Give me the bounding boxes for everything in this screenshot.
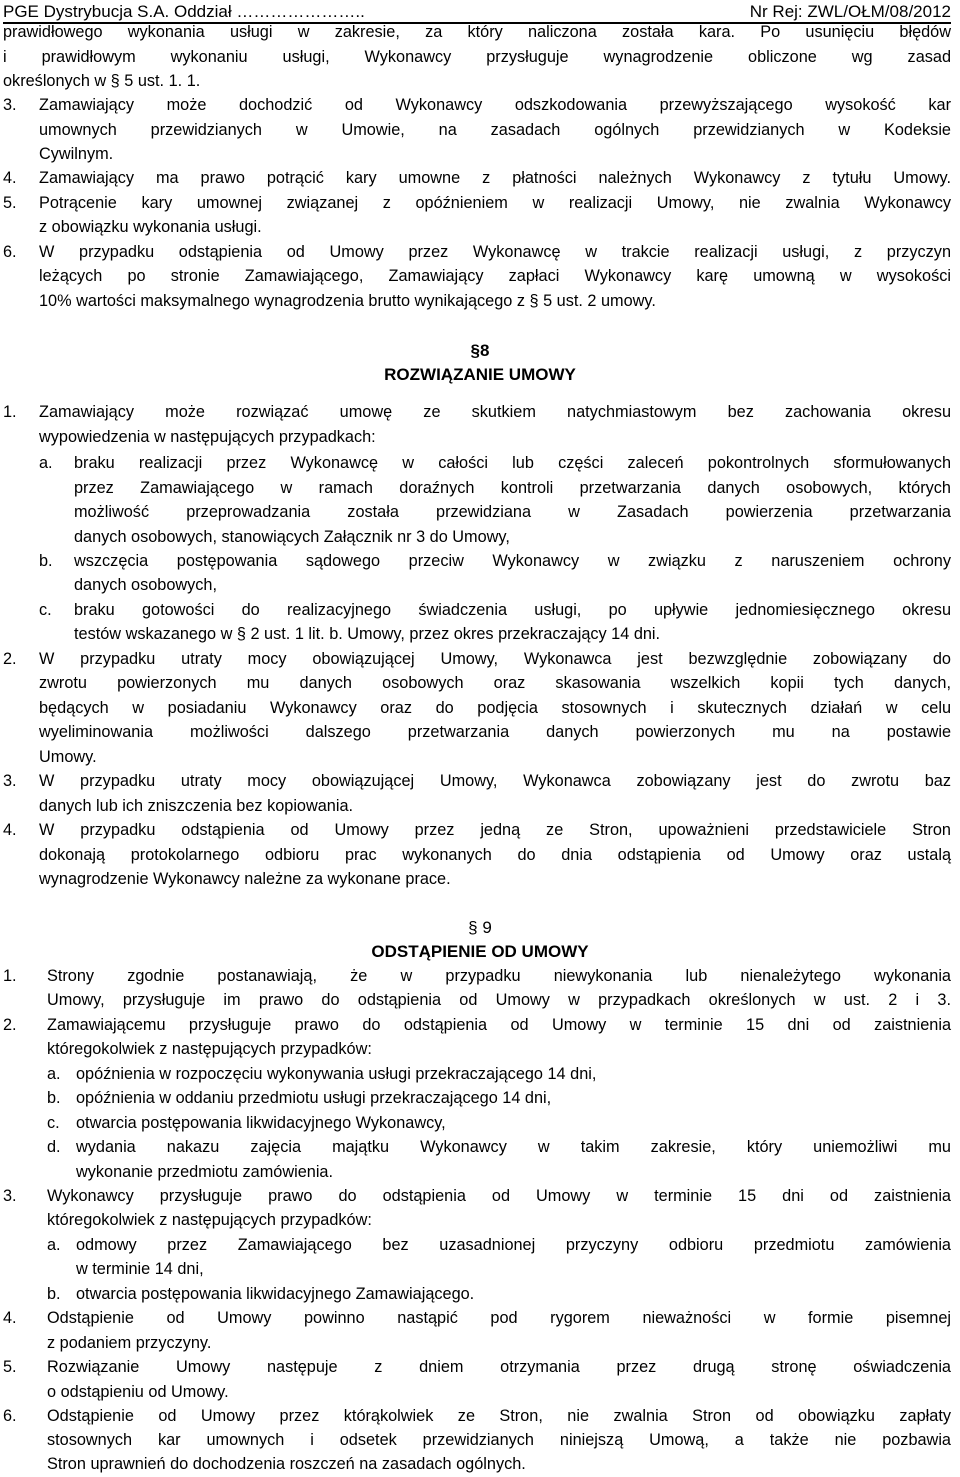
- list-number: 4.: [3, 821, 17, 839]
- list-number: 6.: [3, 1407, 17, 1425]
- text-line: wydania nakazu zajęcia majątku Wykonawcy w takim zakresie, który uniemożliwi mu: [76, 1138, 951, 1156]
- list-number: 2.: [3, 650, 17, 668]
- text-line: z podaniem przyczyny.: [47, 1334, 212, 1352]
- text-line: braku realizacji przez Wykonawcę w całości lub części zaleceń pokontrolnych sformułowanych: [74, 454, 951, 472]
- text-line: z obowiązku wykonania usługi.: [39, 218, 262, 236]
- section-number: §8: [470, 341, 490, 360]
- list-letter: c.: [39, 601, 52, 619]
- text-line: Wykonawcy przysługuje prawo do odstąpienia od Umowy w terminie 15 dni od zaistnienia: [47, 1187, 951, 1205]
- list-letter: c.: [47, 1114, 60, 1132]
- text-line: i prawidłowym wykonaniu usługi, Wykonawcy przysługuje wynagrodzenie obliczone wg zasad: [3, 48, 951, 66]
- list-number: 3.: [3, 96, 17, 114]
- section-symbol: §: [468, 918, 478, 937]
- text-line: wypowiedzenia w następujących przypadkach:: [39, 428, 376, 446]
- text-line: Cywilnym.: [39, 145, 114, 163]
- text-line: umownych przewidzianych w Umowie, na zasadach ogólnych przewidzianych w Kodeksie: [39, 121, 951, 139]
- list-letter: b.: [47, 1089, 61, 1107]
- text-line: możliwość przeprowadzania została przewidziana w Zasadach powierzenia przetwarzania: [74, 503, 951, 521]
- text-line: opóźnienia w rozpoczęciu wykonywania usługi przekraczającego 14 dni,: [76, 1065, 597, 1083]
- section-number: § 9: [468, 918, 492, 937]
- text-line: wyeliminowania możliwości dalszego przetwarzania danych powierzonych mu na postawie: [39, 723, 951, 741]
- text-line: Rozwiązanie Umowy następuje z dniem otrzymania przez drugą stronę oświadczenia: [47, 1358, 951, 1376]
- list-number: 1.: [3, 967, 17, 985]
- text-line: któregokolwiek z następujących przypadków:: [47, 1211, 372, 1229]
- text-line: Odstąpienie od Umowy powinno nastąpić pod rygorem nieważności w formie pisemnej: [47, 1309, 951, 1327]
- text-line: leżących po stronie Zamawiającego, Zamawiający zapłaci Wykonawcy karę umowną w wysokości: [39, 267, 951, 285]
- text-line: danych osobowych,: [74, 576, 218, 594]
- text-line: będących w posiadaniu Wykonawcy oraz do podjęcia stosownych i skutecznych działań w celu: [39, 699, 951, 717]
- text-line: Stron uprawnień do dochodzenia roszczeń na zasadach ogólnych.: [47, 1455, 526, 1473]
- list-number: 5.: [3, 1358, 17, 1376]
- text-line: prawidłowego wykonania usługi w zakresie, za który naliczona została kara. Po usunięciu błędów: [3, 23, 951, 41]
- text-line: przez Zamawiającego w ramach doraźnych kontroli przetwarzania danych osobowych, których: [74, 479, 951, 497]
- text-line: Zamawiającemu przysługuje prawo do odstąpienia od Umowy w terminie 15 dni od zaistnienia: [47, 1016, 951, 1034]
- text-line: Zamawiający może dochodzić od Wykonawcy odszkodowania przewyższającego wysokość kar: [39, 96, 951, 114]
- list-letter: d.: [47, 1138, 61, 1156]
- list-number: 5.: [3, 194, 17, 212]
- text-line: określonych w § 5 ust. 1. 1.: [3, 72, 201, 90]
- section-title: ROZWIĄZANIE UMOWY: [384, 365, 576, 384]
- list-number: 6.: [3, 243, 17, 261]
- text-line: wszczęcia postępowania sądowego przeciw Wykonawcy w związku z naruszeniem ochrony: [74, 552, 951, 570]
- text-line: otwarcia postępowania likwidacyjnego Wykonawcy,: [76, 1114, 446, 1132]
- text-line: Zamawiający może rozwiązać umowę ze skutkiem natychmiastowym bez zachowania okresu: [39, 403, 951, 421]
- list-letter: a.: [39, 454, 53, 472]
- text-line: W przypadku odstąpienia od Umowy przez jedną ze Stron, upoważnieni przedstawiciele Stron: [39, 821, 951, 839]
- list-number: 3.: [3, 1187, 17, 1205]
- list-letter: a.: [47, 1236, 61, 1254]
- text-line: Umowy.: [39, 748, 97, 766]
- list-number: 4.: [3, 169, 17, 187]
- text-line: w terminie 14 dni,: [76, 1260, 204, 1278]
- text-line: stosownych kar umownych i odsetek przewidzianych niniejszą Umową, a także nie pozbawia: [47, 1431, 951, 1449]
- text-line: Strony zgodnie postanawiają, że w przypadku niewykonania lub nienależytego wykonania: [47, 967, 951, 985]
- text-line: W przypadku utraty mocy obowiązującej Umowy, Wykonawca zobowiązany jest do zwrotu baz: [39, 772, 951, 790]
- text-line: testów wskazanego w § 2 ust. 1 lit. b. Umowy, przez okres przekraczający 14 dni.: [74, 625, 661, 643]
- section-title: ODSTĄPIENIE OD UMOWY: [371, 942, 589, 961]
- text-line: Zamawiający ma prawo potrącić kary umowne z płatności należnych Wykonawcy z tytułu Umowy.: [39, 169, 951, 187]
- text-line: opóźnienia w oddaniu przedmiotu usługi przekraczającego 14 dni,: [76, 1089, 552, 1107]
- list-letter: a.: [47, 1065, 61, 1083]
- text-line: o odstąpieniu od Umowy.: [47, 1383, 229, 1401]
- header-right: Nr Rej: ZWL/OŁM/08/2012: [749, 2, 951, 21]
- list-number: 1.: [3, 403, 17, 421]
- header-left: PGE Dystrybucja S.A. Oddział …………………..: [3, 2, 365, 21]
- text-line: braku gotowości do realizacyjnego świadczenia usługi, po upływie jednomiesięcznego okresu: [74, 601, 951, 619]
- text-line: 10% wartości maksymalnego wynagrodzenia brutto wynikającego z § 5 ust. 2 umowy.: [39, 292, 656, 310]
- section-symbol: §: [470, 341, 480, 360]
- text-line: wynagrodzenie Wykonawcy należne za wykonane prace.: [39, 870, 451, 888]
- text-line: W przypadku utraty mocy obowiązującej Umowy, Wykonawca jest bezwzględnie zobowiązany do: [39, 650, 951, 668]
- text-line: wykonanie przedmiotu zamówienia.: [76, 1163, 334, 1181]
- text-line: otwarcia postępowania likwidacyjnego Zamawiającego.: [76, 1285, 475, 1303]
- text-line: Potrącenie kary umownej związanej z opóźnieniem w realizacji Umowy, nie zwalnia Wykonawcy: [39, 194, 951, 212]
- text-line: któregokolwiek z następujących przypadków:: [47, 1040, 372, 1058]
- text-line: dokonają protokolarnego odbioru prac wykonanych do dnia odstąpienia od Umowy oraz ustalą: [39, 846, 951, 864]
- text-line: Odstąpienie od Umowy przez którąkolwiek ze Stron, nie zwalnia Stron od obowiązku zapłaty: [47, 1407, 951, 1425]
- text-line: zwrotu powierzonych mu danych osobowych oraz skasowania wszelkich kopii tych danych,: [39, 674, 951, 692]
- text-line: W przypadku odstąpienia od Umowy przez Wykonawcę w trakcie realizacji usługi, z przyczyn: [39, 243, 951, 261]
- list-number: 4.: [3, 1309, 17, 1327]
- text-line: Umowy, przysługuje im prawo do odstąpienia od Umowy w przypadkach określonych w ust. 2 i 3.: [47, 991, 951, 1009]
- list-letter: b.: [47, 1285, 61, 1303]
- list-number: 3.: [3, 772, 17, 790]
- list-number: 2.: [3, 1016, 17, 1034]
- text-line: danych lub ich zniszczenia bez kopiowania.: [39, 797, 354, 815]
- text-line: odmowy przez Zamawiającego bez uzasadnionej przyczyny odbioru przedmiotu zamówienia: [76, 1236, 951, 1254]
- text-line: danych osobowych, stanowiących Załącznik nr 3 do Umowy,: [74, 528, 510, 546]
- list-letter: b.: [39, 552, 53, 570]
